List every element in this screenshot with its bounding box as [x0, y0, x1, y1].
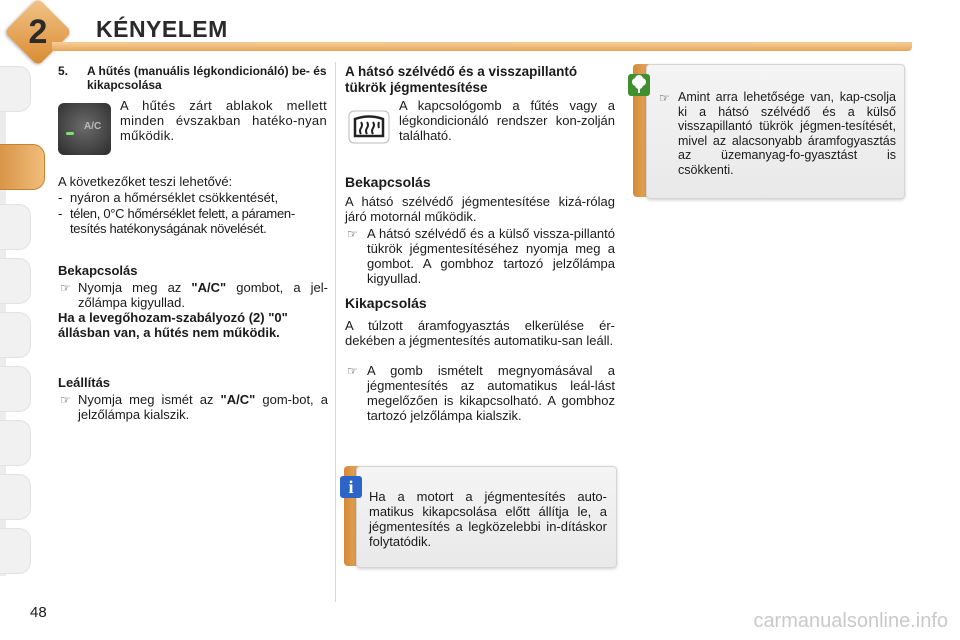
page-number: 48 [30, 604, 47, 621]
header-bar [52, 42, 912, 51]
chapter-tab-4[interactable] [0, 258, 31, 304]
defrost-icon-desc: A kapcsológomb a fűtés vagy a légkondicionáló rendszer kon-zolján található. [399, 98, 615, 143]
ac-off-heading: Leállítás [58, 375, 111, 390]
tree-icon [628, 74, 650, 96]
effects-item-1: nyáron a hőmérséklet csökkentését, [70, 190, 279, 205]
effects-dash-1: - [58, 190, 63, 205]
chapter-tab-9[interactable] [0, 528, 31, 574]
chapter-tab-8[interactable] [0, 474, 31, 520]
pointer-icon: ☞ [60, 281, 71, 295]
watermark: carmanualsonline.info [753, 610, 948, 632]
indicator-light-icon [66, 132, 74, 135]
ac-icon-label: A/C [84, 121, 102, 132]
ac-off-key: "A/C" [220, 392, 256, 407]
defrost-title: A hátsó szélvédő és a visszapillantó tükrök jégmentesítése [345, 64, 578, 95]
ac-on-text-pre: Nyomja meg az [78, 280, 192, 295]
pointer-icon: ☞ [659, 91, 670, 105]
info-box-text: Ha a motort a jégmentesítés auto-matikus kikapcsolása előtt állítja le, a jégmentesítés a legközelebbi in-dításkor folytatódik. [369, 489, 607, 549]
effects-item-2: télen, 0°C hőmérséklet felett, a páramen-tesítés hatékonyságának növelését. [70, 206, 295, 236]
chapter-tab-1[interactable] [0, 66, 31, 112]
ac-warning: Ha a levegőhozam-szabályozó (2) "0" állásban van, a hűtés nem működik. [58, 310, 288, 340]
page-title: KÉNYELEM [96, 16, 228, 42]
effects-lead: A következőket teszi lehetővé: [58, 174, 233, 189]
defrost-off-text: A túlzott áramfogyasztás elkerülése ér-dekében a jégmentesítés automatiku-san leáll. [345, 318, 615, 348]
chapter-tab-6[interactable] [0, 366, 31, 412]
item-number: 5. [58, 64, 69, 78]
chapter-tab-3[interactable] [0, 204, 31, 250]
ac-off-text [78, 392, 328, 422]
column-divider [335, 62, 336, 602]
item-title: A hűtés (manuális légkondicionáló) be- és kikapcsolása [87, 64, 327, 92]
ac-intro: A hűtés zárt ablakok mellett minden évszakban hatéko-nyan működik. [120, 98, 327, 143]
ac-on-text-post: gombot, a jel-zőlámpa kigyullad. [78, 280, 329, 310]
defrost-on-heading: Bekapcsolás [345, 174, 431, 190]
chapter-tab-7[interactable] [0, 420, 31, 466]
chapter-number: 2 [28, 12, 48, 51]
ac-off-text-post: gom-bot, a jelzőlámpa kialszik. [78, 392, 328, 422]
pointer-icon: ☞ [347, 227, 358, 241]
pointer-icon: ☞ [347, 364, 358, 378]
defrost-on-text: A hátsó szélvédő jégmentesítése kizá-rólag járó motornál működik. [345, 194, 615, 224]
chapter-tab-2[interactable] [0, 144, 45, 190]
effects-dash-2: - [58, 206, 63, 221]
info-icon: i [340, 476, 362, 498]
pointer-icon: ☞ [60, 393, 71, 407]
ac-on-key: "A/C" [191, 280, 227, 295]
defrost-on-bullet: A hátsó szélvédő és a külső vissza-pillantó tükrök jégmentesítéséhez nyomja meg a gombot. A gombhoz tartozó jelzőlámpa kigyullad. [367, 226, 615, 286]
ac-on-heading: Bekapcsolás [58, 263, 138, 278]
eco-tree-icon [628, 74, 650, 96]
ac-off-text-pre: Nyomja meg ismét az [78, 392, 221, 407]
ac-on-text [78, 280, 328, 310]
chapter-tab-5[interactable] [0, 312, 31, 358]
eco-box-text: Amint arra lehetősége van, kap-csolja ki a hátsó szélvédő és a külső visszapillantó tükrök jégmen-tesítését, mivel az alacsonyabb áramfogyasztás az üzemanyag-fo-gyasztást is csökkenti. [678, 90, 896, 177]
defrost-off-heading: Kikapcsolás [345, 295, 427, 311]
ac-button-icon [58, 103, 111, 155]
defrost-off-bullet: A gomb ismételt megnyomásával a jégmentesítés az automatikus leál-lást megelőzően is kikapcsolható. A gombhoz tartozó jelzőlámpa kialszik. [367, 363, 615, 423]
rear-defrost-icon [348, 110, 390, 144]
